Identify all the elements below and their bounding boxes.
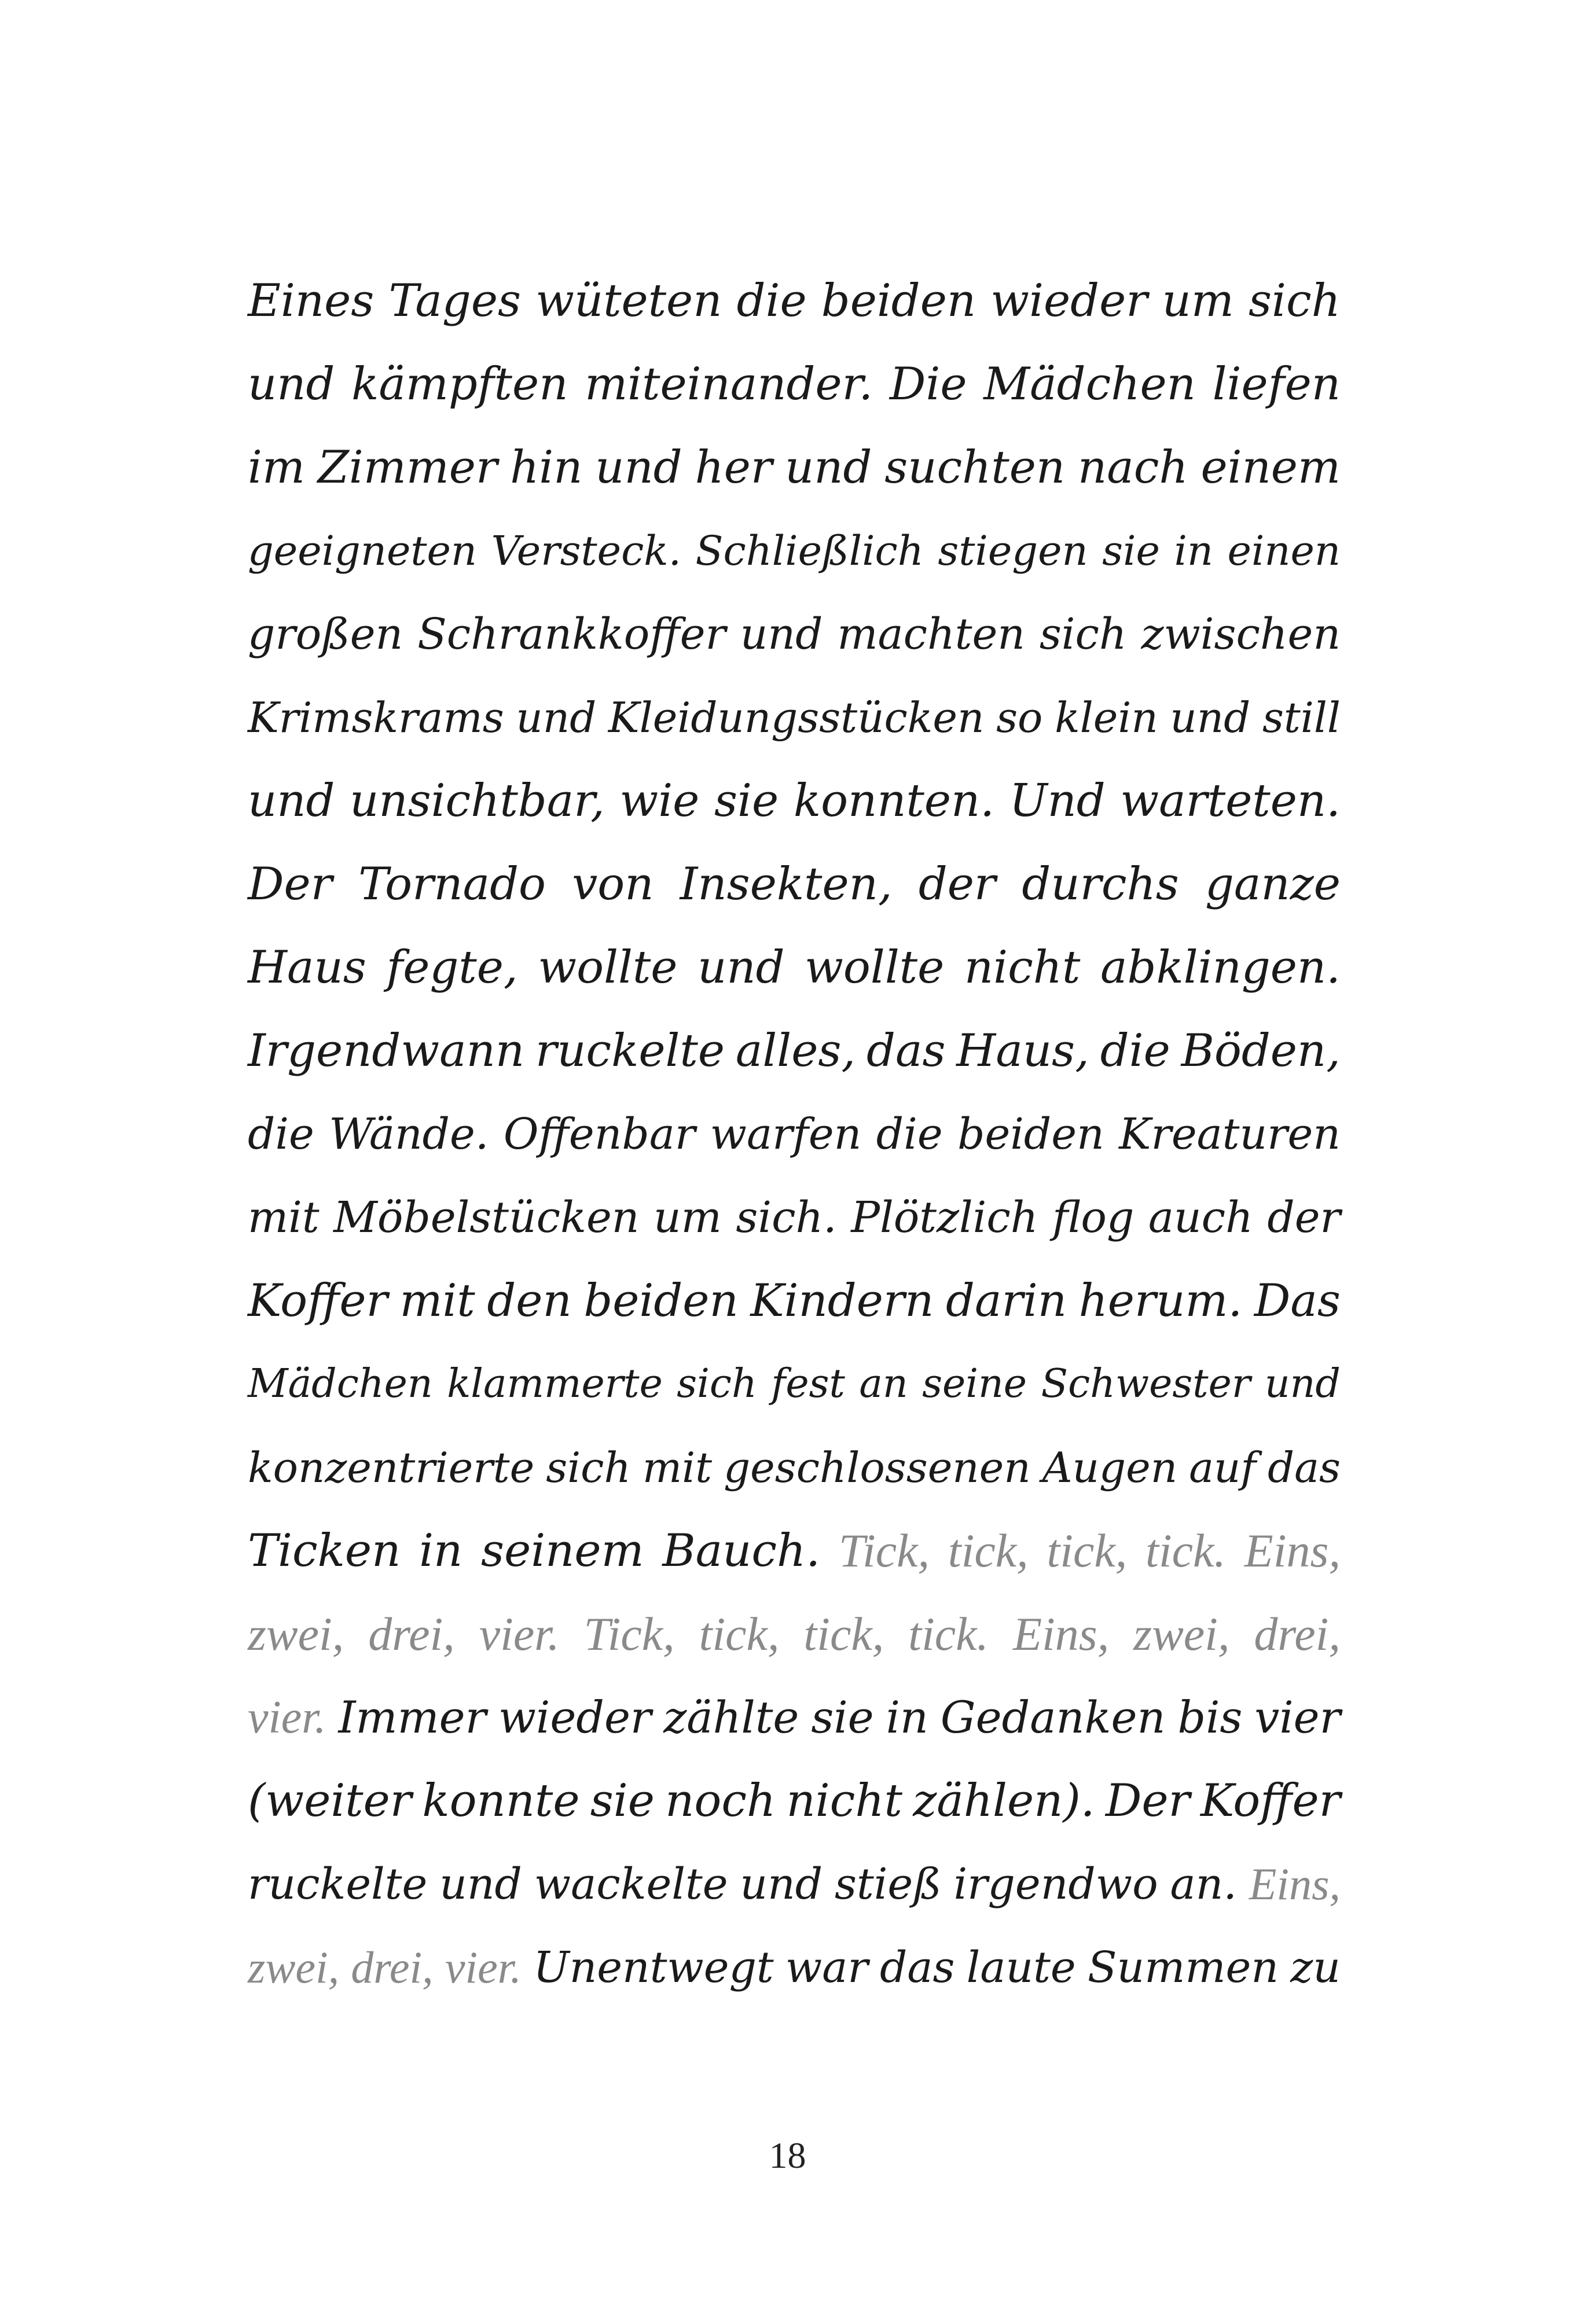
word: sich — [1039, 609, 1127, 659]
word: darin — [946, 1275, 1067, 1327]
word: das — [1268, 1443, 1341, 1492]
word: Mädchen — [248, 1361, 433, 1407]
word: seine — [922, 1361, 1027, 1407]
text-line — [248, 676, 1341, 759]
counting-word: zwei, — [248, 1942, 340, 1992]
text-line — [248, 259, 1341, 343]
word: Krimskrams — [248, 693, 504, 742]
word: still — [1262, 693, 1341, 742]
word: Haus, — [956, 1025, 1089, 1077]
word: Eines — [248, 275, 375, 327]
word: Kindern — [750, 1275, 934, 1327]
word: und — [785, 442, 872, 494]
word: vier — [1254, 1691, 1341, 1743]
counting-word: zwei, — [1133, 1608, 1230, 1660]
counting-word: tick, — [948, 1524, 1029, 1577]
counting-word: drei, — [1254, 1608, 1341, 1660]
text-line — [248, 1093, 1341, 1176]
word: das — [867, 1025, 946, 1077]
counting-word: tick, — [1047, 1524, 1128, 1577]
word: noch — [665, 1775, 776, 1827]
word: abklingen. — [1100, 942, 1341, 994]
word: wollte — [805, 942, 945, 994]
word: einen — [1227, 527, 1341, 575]
text-line — [248, 759, 1341, 843]
word: die — [1100, 1025, 1170, 1077]
word: machten — [837, 609, 1025, 659]
counting-word: Eins, — [1012, 1608, 1110, 1660]
text-line — [248, 1426, 1341, 1509]
word: von — [572, 858, 654, 910]
word: alles, — [735, 1025, 856, 1077]
counting-word: tick, — [699, 1608, 780, 1660]
word: konnten. — [793, 775, 995, 827]
text-line — [248, 1926, 1341, 2009]
word: ruckelte — [248, 1859, 428, 1909]
word: und — [248, 775, 335, 827]
word: und — [516, 693, 597, 742]
word: Tornado — [358, 858, 546, 910]
word: Schwester — [1041, 1361, 1251, 1407]
word: mit — [642, 1443, 713, 1492]
word: Koffer — [248, 1275, 388, 1327]
word: wieder — [498, 1691, 652, 1743]
word: so — [996, 693, 1043, 742]
word: Insekten, — [680, 858, 893, 910]
word: zwischen — [1141, 609, 1341, 659]
word: (weiter — [248, 1775, 412, 1827]
word: großen — [248, 609, 403, 659]
word: Die — [889, 358, 967, 410]
text-line — [248, 1593, 1341, 1676]
body-text — [248, 259, 1341, 2009]
counting-word: vier. — [479, 1608, 560, 1660]
word: sie — [590, 1775, 655, 1827]
text-line — [248, 926, 1341, 1009]
word: Schrankkoffer — [417, 609, 726, 659]
word: bis — [1177, 1691, 1243, 1743]
word: Kreaturen — [1119, 1109, 1341, 1159]
word: und — [1170, 693, 1251, 742]
word: Gedanken — [940, 1691, 1166, 1743]
word: mit — [399, 1275, 475, 1327]
word: nach — [1077, 442, 1188, 494]
word: Möbelstücken — [333, 1193, 640, 1242]
word: durchs — [1022, 858, 1179, 910]
counting-word: Tick, — [838, 1524, 930, 1577]
counting-word: drei, — [368, 1608, 455, 1660]
word: Bauch. — [662, 1525, 821, 1577]
word: mit — [248, 1193, 320, 1242]
word: wieder — [990, 275, 1148, 327]
word: her — [695, 442, 773, 494]
word: Plötzlich — [851, 1193, 1038, 1242]
word: Der — [1105, 1775, 1190, 1827]
word: wollte — [538, 942, 678, 994]
counting-word: Eins, — [1249, 1859, 1341, 1909]
word: war — [785, 1943, 868, 1992]
word: Ticken — [248, 1525, 401, 1577]
word: Haus — [248, 942, 366, 994]
word: beiden — [957, 1109, 1104, 1159]
word: und — [740, 1859, 823, 1909]
word: nicht — [964, 942, 1081, 994]
text-line — [248, 1343, 1341, 1426]
word: Wände. — [329, 1109, 489, 1159]
word: in — [1174, 527, 1213, 575]
word: Irgendwann — [248, 1025, 525, 1077]
word: miteinander. — [585, 358, 873, 410]
word: klammerte — [447, 1361, 663, 1407]
word: um — [1162, 275, 1234, 327]
text-line — [248, 1509, 1341, 1593]
word: zählen). — [913, 1775, 1095, 1827]
word: sich — [677, 1361, 757, 1407]
word: und — [439, 1859, 522, 1909]
word: um — [654, 1193, 722, 1242]
text-line — [248, 509, 1341, 593]
text-line — [248, 1259, 1341, 1343]
word: und — [740, 609, 823, 659]
word: und — [1264, 1361, 1341, 1407]
text-line — [248, 843, 1341, 926]
word: liefen — [1212, 358, 1341, 410]
counting-word: Tick, — [583, 1608, 675, 1660]
word: stiegen — [938, 527, 1088, 575]
word: beiden — [583, 1275, 739, 1327]
word: sich — [546, 1443, 631, 1492]
word: kämpften — [351, 358, 568, 410]
text-line — [248, 426, 1341, 509]
word: stieß — [835, 1859, 942, 1909]
word: auf — [1189, 1443, 1257, 1492]
word: an — [859, 1361, 908, 1407]
word: einem — [1200, 442, 1341, 494]
word: Kleidungsstücken — [608, 693, 985, 742]
word: warteten. — [1120, 775, 1341, 827]
word: Summen — [1087, 1943, 1279, 1992]
word: sie — [1102, 527, 1160, 575]
word: seinem — [481, 1525, 644, 1577]
word: und — [248, 358, 335, 410]
word: Schließlich — [695, 527, 924, 575]
counting-word: vier. — [248, 1692, 326, 1743]
word: fegte, — [386, 942, 518, 994]
word: zählte — [663, 1691, 799, 1743]
word: in — [886, 1691, 928, 1743]
word: Augen — [1042, 1443, 1178, 1492]
word: Mädchen — [983, 358, 1196, 410]
word: flog — [1052, 1193, 1135, 1242]
word: der — [1267, 1193, 1341, 1242]
word: ruckelte — [535, 1025, 725, 1077]
word: ganze — [1205, 858, 1341, 910]
word: und — [595, 442, 682, 494]
word: nicht — [786, 1775, 902, 1827]
word: konzentrierte — [248, 1443, 535, 1492]
word: den — [487, 1275, 572, 1327]
text-line — [248, 593, 1341, 676]
word: sie — [811, 1691, 874, 1743]
word: suchten — [884, 442, 1066, 494]
word: Böden, — [1181, 1025, 1341, 1077]
word: herum. — [1078, 1275, 1243, 1327]
word: die — [876, 1109, 943, 1159]
word: an. — [1170, 1859, 1237, 1909]
counting-word: Eins, — [1244, 1524, 1341, 1577]
word: sich — [1249, 275, 1341, 327]
word: Versteck. — [491, 527, 681, 575]
text-line — [248, 1176, 1341, 1259]
word: geschlossenen — [724, 1443, 1031, 1492]
text-line — [248, 343, 1341, 426]
word: zu — [1290, 1943, 1341, 1992]
word: und — [697, 942, 785, 994]
word: Offenbar — [503, 1109, 696, 1159]
counting-word: tick. — [908, 1608, 989, 1660]
word: Koffer — [1200, 1775, 1341, 1827]
word: irgendwo — [953, 1859, 1158, 1909]
word: die — [248, 1109, 314, 1159]
word: konnte — [422, 1775, 580, 1827]
word: auch — [1148, 1193, 1253, 1242]
word: in — [419, 1525, 463, 1577]
counting-word: vier. — [445, 1942, 522, 1992]
word: Zimmer — [317, 442, 498, 494]
word: Immer — [338, 1691, 486, 1743]
word: im — [248, 442, 305, 494]
word: sich. — [736, 1193, 837, 1242]
counting-word: zwei, — [248, 1608, 344, 1660]
text-line — [248, 1759, 1341, 1843]
counting-word: tick, — [803, 1608, 884, 1660]
word: laute — [966, 1943, 1076, 1992]
word: die — [736, 275, 807, 327]
word: fest — [771, 1361, 845, 1407]
page-number: 18 — [769, 2135, 806, 2176]
word: wackelte — [534, 1859, 728, 1909]
text-line — [248, 1676, 1341, 1759]
word: Tages — [388, 275, 522, 327]
word: beiden — [821, 275, 976, 327]
word: Der — [248, 858, 332, 910]
text-line — [248, 1843, 1341, 1926]
word: hin — [510, 442, 583, 494]
word: wüteten — [535, 275, 722, 327]
word: Unentwegt — [533, 1943, 774, 1992]
word: Und — [1009, 775, 1106, 827]
text-line — [248, 1009, 1341, 1093]
word: das — [879, 1943, 955, 1992]
word: geeigneten — [248, 527, 478, 575]
word: sie — [714, 775, 779, 827]
word: wie — [619, 775, 700, 827]
word: unsichtbar, — [350, 775, 605, 827]
word: Das — [1254, 1275, 1341, 1327]
word: der — [918, 858, 996, 910]
word: klein — [1055, 693, 1158, 742]
counting-word: drei, — [351, 1942, 434, 1992]
word: warfen — [710, 1109, 862, 1159]
counting-word: tick. — [1146, 1524, 1226, 1577]
